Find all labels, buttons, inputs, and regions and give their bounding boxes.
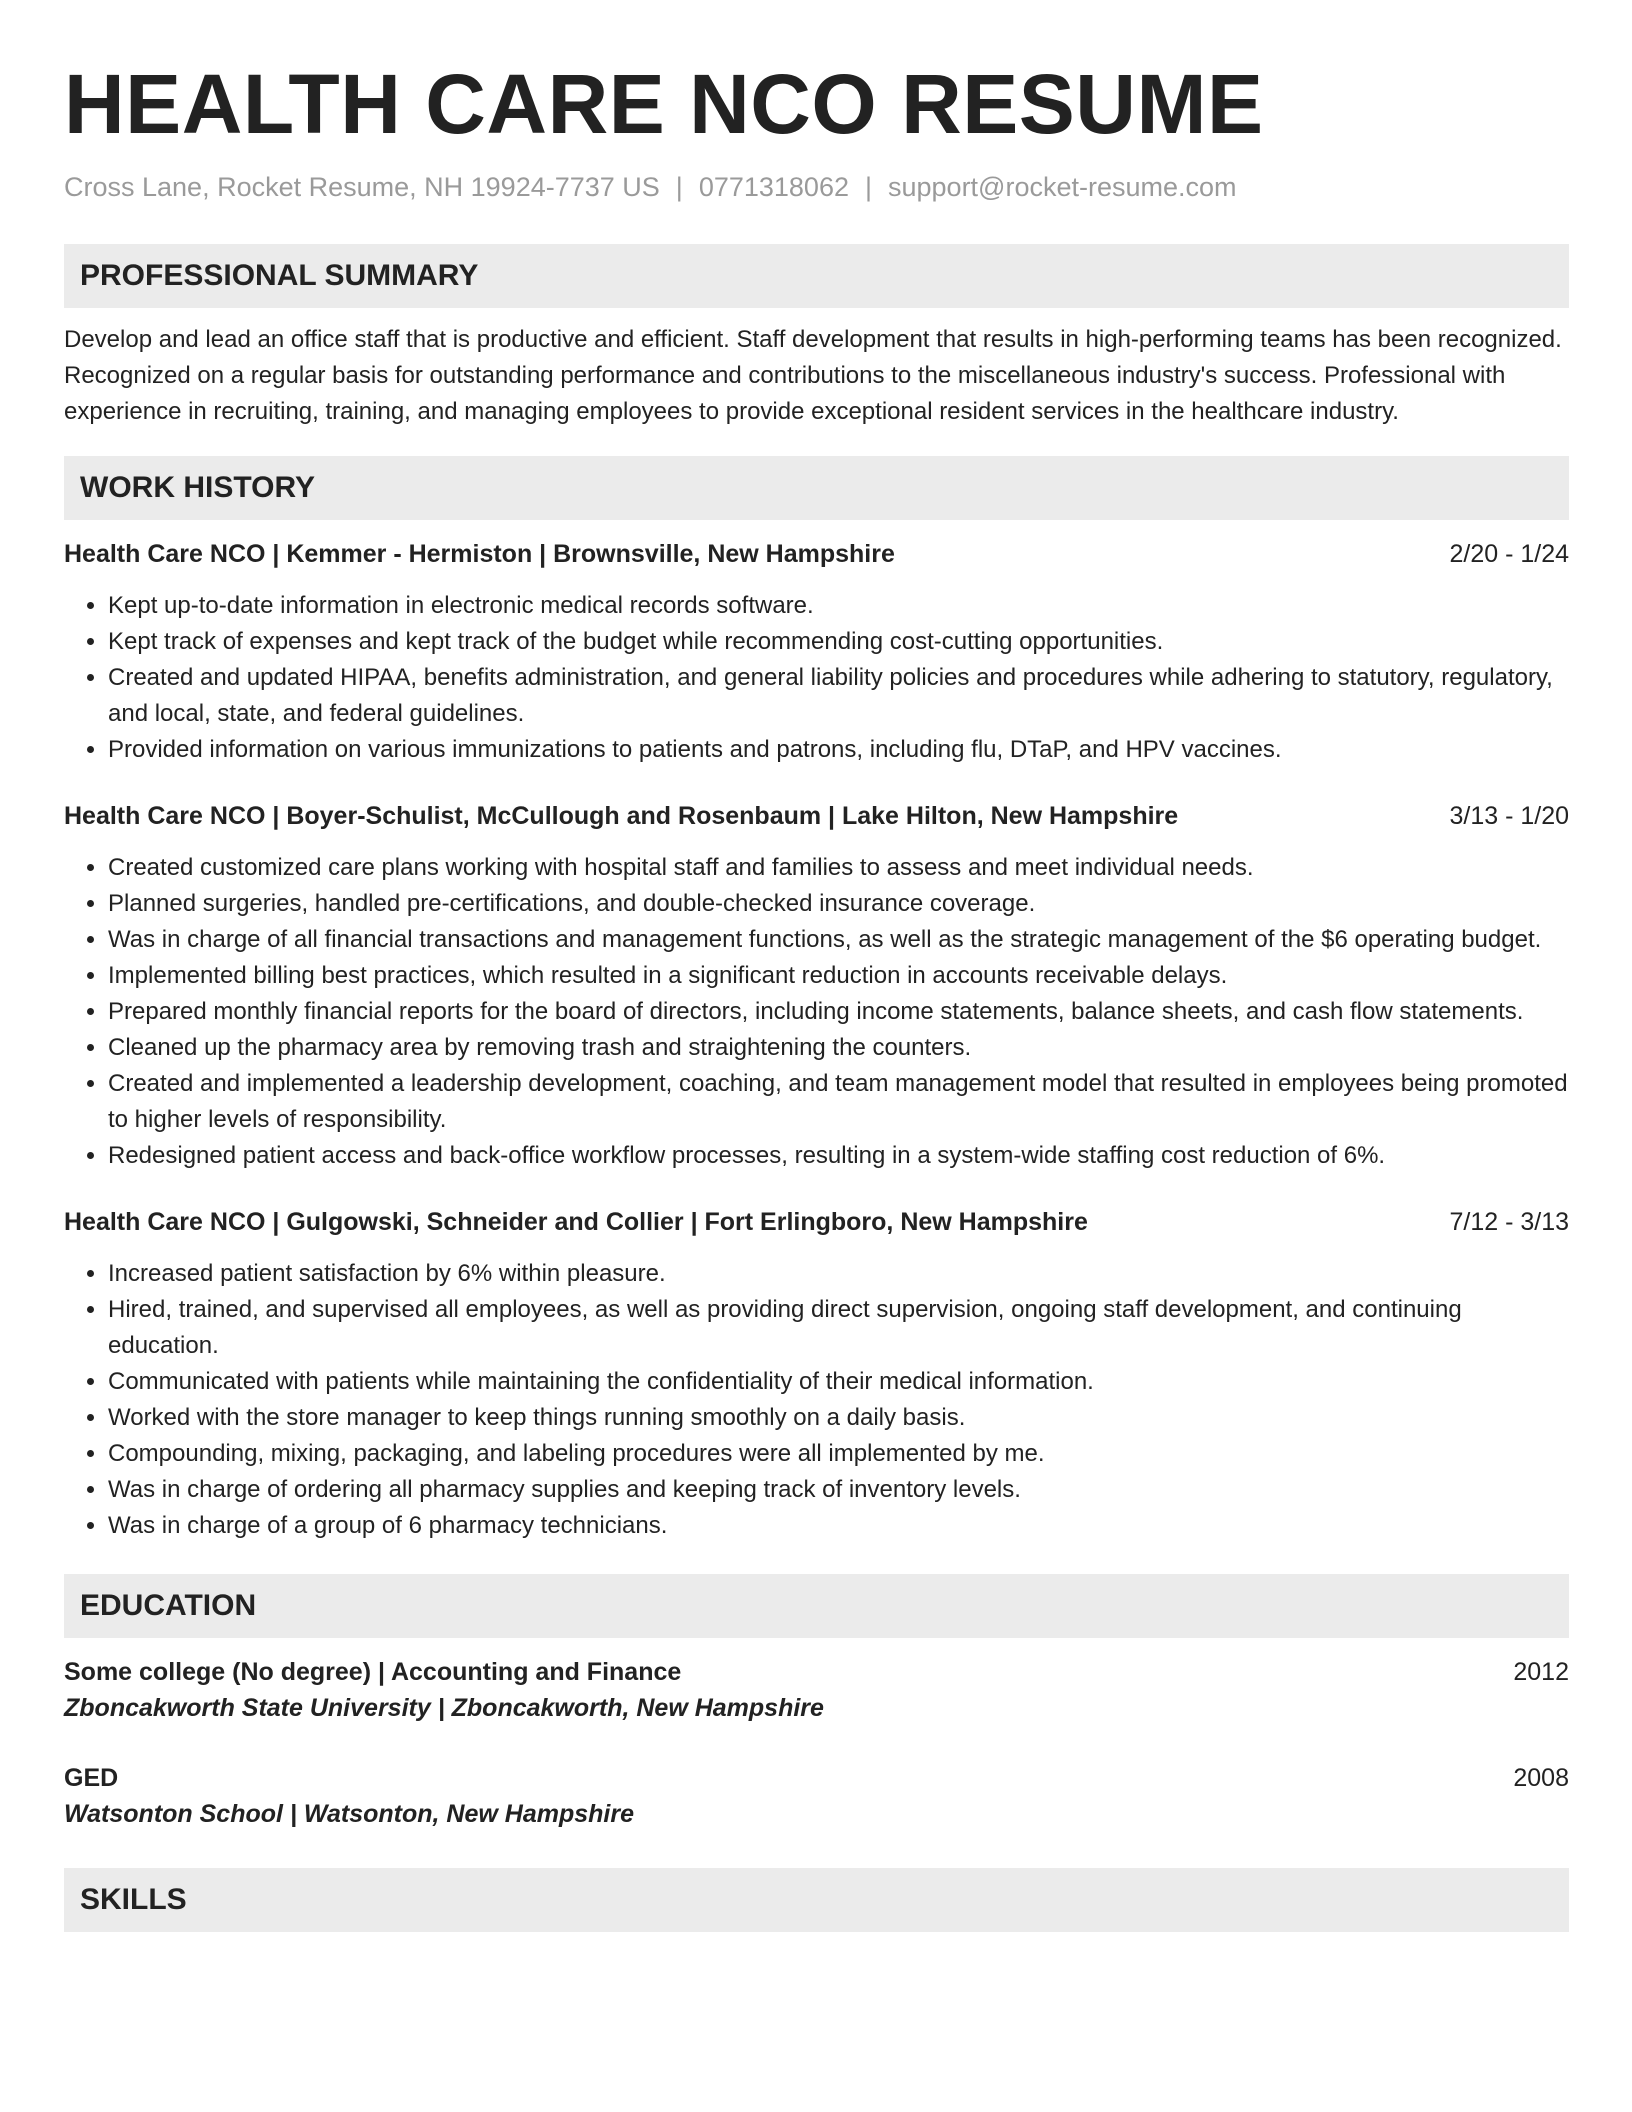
job-bullet: • Created customized care plans working with hospital staff and families to assess and meet individual needs. [108,850,1569,886]
education-entry [64,1760,1569,1832]
contact-phone: 0771318062 [698,172,849,202]
section-heading-skills: SKILLS [64,1868,1569,1932]
education-school: Zboncakworth State University | Zboncakworth, New Hampshire [64,1694,824,1722]
education-header [64,1760,1569,1796]
job-bullet: • Implemented billing best practices, which resulted in a significant reduction in accounts receivable delays. [108,958,1569,994]
job-bullet: • Planned surgeries, handled pre-certifications, and double-checked insurance coverage. [108,886,1569,922]
job-dates: 7/12 - 3/13 [1449,1208,1569,1236]
section-heading-summary: PROFESSIONAL SUMMARY [64,244,1569,308]
contact-separator: | [864,172,872,202]
job-entry [64,536,1569,768]
job-bullets [64,588,1569,768]
resume-title: HEALTH CARE NCO RESUME [64,57,1264,151]
job-title: Health Care NCO | Gulgowski, Schneider and Collier | Fort Erlingboro, New Hampshire [64,1208,1088,1236]
job-bullet: • Created and implemented a leadership development, coaching, and team management model that resulted in employees being promoted to higher levels of responsibility. [108,1066,1569,1138]
contact-email: support@rocket-resume.com [888,172,1237,202]
contact-line [64,170,1569,204]
job-bullet: • Increased patient satisfaction by 6% within pleasure. [108,1256,1569,1292]
job-bullet: • Kept track of expenses and kept track of the budget while recommending cost-cutting opportunities. [108,624,1569,660]
education-degree: Some college (No degree) | Accounting and Finance [64,1658,682,1686]
job-title: Health Care NCO | Boyer-Schulist, McCullough and Rosenbaum | Lake Hilton, New Hampshire [64,802,1179,830]
job-bullet: • Prepared monthly financial reports for the board of directors, including income statements, balance sheets, and cash flow statements. [108,994,1569,1030]
job-dates: 3/13 - 1/20 [1449,802,1569,830]
job-header [64,1204,1569,1240]
education-header [64,1654,1569,1690]
job-bullets [64,850,1569,1174]
job-entry [64,798,1569,1174]
job-entry [64,1204,1569,1544]
job-bullet: • Worked with the store manager to keep things running smoothly on a daily basis. [108,1400,1569,1436]
section-heading-work-history: WORK HISTORY [64,456,1569,520]
job-bullet: • Redesigned patient access and back-office workflow processes, resulting in a system-wide staffing cost reduction of 6%. [108,1138,1569,1174]
job-bullet: • Communicated with patients while maintaining the confidentiality of their medical information. [108,1364,1569,1400]
job-bullet: • Was in charge of ordering all pharmacy supplies and keeping track of inventory levels. [108,1472,1569,1508]
job-bullets [64,1256,1569,1544]
job-bullet: • Compounding, mixing, packaging, and labeling procedures were all implemented by me. [108,1436,1569,1472]
contact-address: Cross Lane, Rocket Resume, NH 19924-7737 US [64,172,660,202]
education-year: 2012 [1513,1658,1569,1686]
summary-text: Develop and lead an office staff that is productive and efficient. Staff development that results in high-performing teams has been recognized. Recognized on a regular basis for outstanding performance and contributions to the miscellaneous industry's success. Professional with experience in recruiting, training, and managing employees to provide exceptional resident services in the healthcare industry. [64,326,1562,425]
education-year: 2008 [1513,1764,1569,1792]
education-school: Watsonton School | Watsonton, New Hampshire [64,1800,634,1828]
job-bullet: • Was in charge of all financial transactions and management functions, as well as the strategic management of the $6 operating budget. [108,922,1569,958]
job-bullet: • Was in charge of a group of 6 pharmacy technicians. [108,1508,1569,1544]
job-bullet: • Cleaned up the pharmacy area by removing trash and straightening the counters. [108,1030,1569,1066]
education-degree: GED [64,1764,119,1792]
job-bullet: • Created and updated HIPAA, benefits administration, and general liability policies and procedures while adhering to statutory, regulatory, and local, state, and federal guidelines. [108,660,1569,732]
job-header [64,536,1569,572]
job-header [64,798,1569,834]
section-heading-education: EDUCATION [64,1574,1569,1638]
job-bullet: • Kept up-to-date information in electronic medical records software. [108,588,1569,624]
job-dates: 2/20 - 1/24 [1449,540,1569,568]
job-bullet: • Provided information on various immunizations to patients and patrons, including flu, DTaP, and HPV vaccines. [108,732,1569,768]
contact-separator: | [675,172,683,202]
education-entry [64,1654,1569,1726]
job-title: Health Care NCO | Kemmer - Hermiston | Brownsville, New Hampshire [64,540,895,568]
job-bullet: • Hired, trained, and supervised all employees, as well as providing direct supervision, ongoing staff development, and continuing education. [108,1292,1569,1364]
